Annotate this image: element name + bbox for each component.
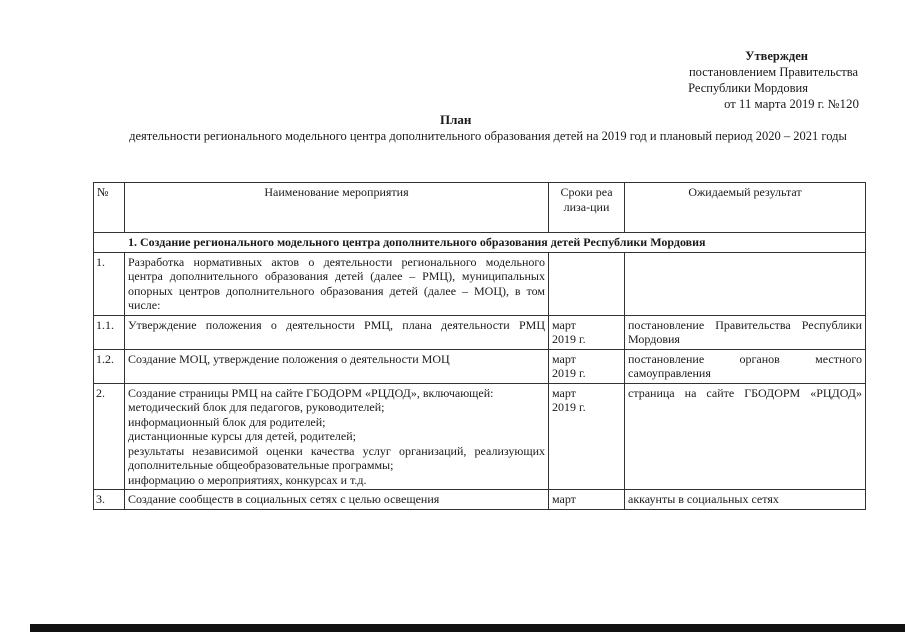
resolution-number: 120 [839, 96, 859, 111]
row-term: март 2019 г. [549, 315, 625, 349]
row-name-item: результаты независимой оценки качества услуг организаций, реализующих дополнительные общеобразовательные программы; [128, 443, 545, 472]
row-num: 1. [94, 252, 125, 315]
row-name: Утверждение положения о деятельности РМЦ, плана деятельности РМЦ [125, 315, 549, 349]
table-row [94, 315, 866, 349]
row-name-item: информацию о мероприятиях, конкурсах и т.д. [128, 472, 367, 487]
document-title: План [440, 112, 472, 127]
header-term: Сроки реализа-ции [549, 183, 625, 233]
row-result: постановление Правительства Республики Мордовия [625, 315, 866, 349]
row-num: 1.2. [94, 349, 125, 383]
approval-line-date [600, 96, 859, 112]
row-name-item: методический блок для педагогов, руководителей; [128, 400, 385, 414]
row-num: 1.1. [94, 315, 125, 349]
section-row [94, 233, 866, 253]
table-header-row [94, 183, 866, 233]
plan-table [93, 182, 866, 510]
row-name-item: дистанционные курсы для детей, родителей; [128, 429, 356, 443]
row-term: март [549, 490, 625, 510]
row-result: постановление органов местного самоуправления [625, 349, 866, 383]
row-name-intro: Создание страницы РМЦ на сайте ГБОДОРМ «РЦДОД», включающей: [128, 385, 494, 400]
approval-line-resolution: постановлением Правительства [688, 65, 858, 79]
date-month: марта [754, 96, 787, 111]
approval-block [600, 48, 860, 112]
row-name: Разработка нормативных актов о деятельности регионального модельного центра дополнительного образования детей (далее – РМЦ), муниципальных опорных центров дополнительного образования детей (далее – МОЦ), в том числе: [125, 252, 549, 315]
row-name [125, 383, 549, 490]
table-row [94, 252, 866, 315]
row-term: март 2019 г. [549, 383, 625, 490]
header-num: № [94, 183, 125, 233]
document-subtitle: деятельности регионального модельного центра дополнительного образования детей на 2019 год и плановый период 2020 – 2021 годы [129, 129, 847, 143]
section-title: 1. Создание регионального модельного центра дополнительного образования детей Республики Мордовия [94, 233, 866, 253]
date-day: 11 [738, 96, 752, 111]
table-row [94, 349, 866, 383]
header-result: Ожидаемый результат [625, 183, 866, 233]
approval-title: Утвержден [745, 49, 808, 63]
row-term [549, 252, 625, 315]
row-result: страница на сайте ГБОДОРМ «РЦДОД» [625, 383, 866, 490]
header-name: Наименование мероприятия [125, 183, 549, 233]
row-num: 2. [94, 383, 125, 490]
row-name-item: информационный блок для родителей; [128, 414, 326, 429]
approval-line-republic: Республики Мордовия [688, 81, 808, 95]
date-year: 2019 г. № [789, 97, 840, 111]
row-name: Создание МОЦ, утверждение положения о деятельности МОЦ [125, 349, 549, 383]
table-row [94, 383, 866, 490]
row-name: Создание сообществ в социальных сетях с целью освещения [125, 490, 549, 510]
date-prefix: от [724, 97, 736, 111]
row-num: 3. [94, 490, 125, 510]
row-term: март 2019 г. [549, 349, 625, 383]
row-result: аккаунты в социальных сетях [625, 490, 866, 510]
row-result [625, 252, 866, 315]
table-row [94, 490, 866, 510]
page-bottom-edge [30, 624, 905, 632]
